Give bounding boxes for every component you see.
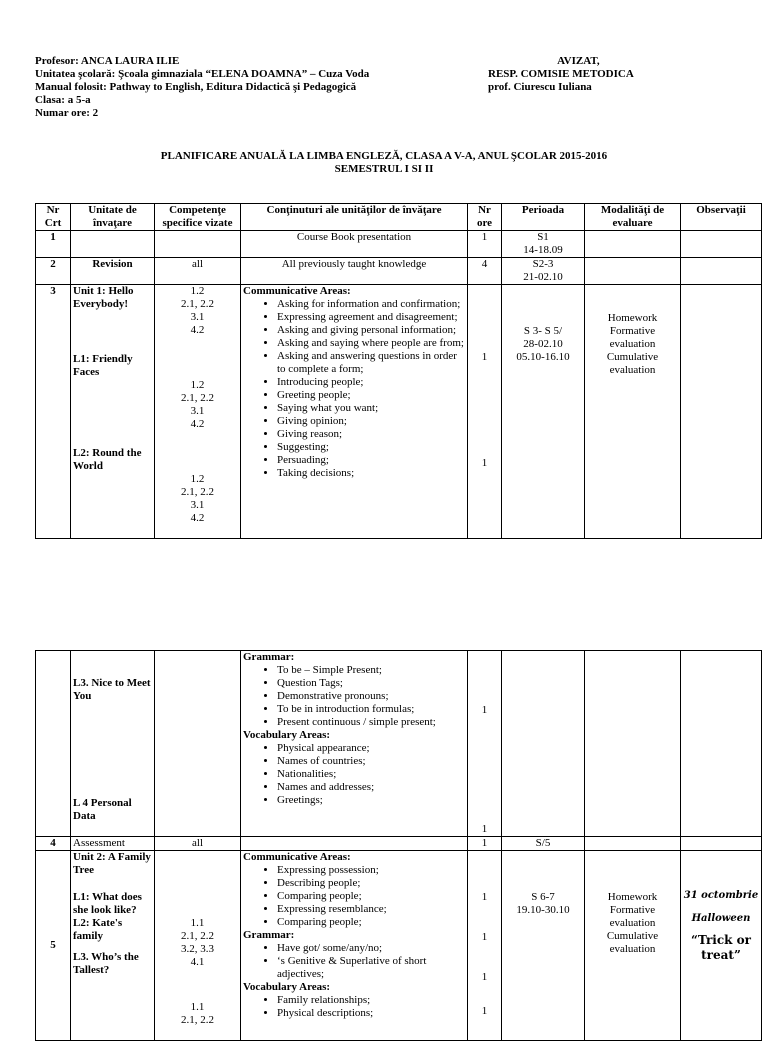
content-cell: All previously taught knowledge (241, 258, 468, 285)
competence: 3.1 (190, 405, 205, 417)
evaluation-line: Cumulative (606, 351, 659, 363)
list-item: • Introducing people; (277, 376, 465, 389)
competence: 1.1 (190, 1001, 205, 1013)
list-item: • Greetings; (277, 794, 465, 807)
evaluation-line: evaluation (609, 943, 656, 955)
evaluation-line: Homework (607, 891, 658, 903)
unit-cell (71, 651, 155, 837)
competence: 2.1, 2.2 (181, 930, 214, 942)
list-item: • Giving opinion; (277, 415, 465, 428)
hours-value: 1 (481, 457, 488, 469)
list-item: • Giving reason; (277, 428, 465, 441)
competence: 1.1 (190, 917, 205, 929)
list-item: • Comparing people; (277, 890, 465, 903)
list-item: • Expressing agreement and disagreement; (277, 311, 465, 324)
list-item: • Greeting people; (277, 389, 465, 402)
content-cell (241, 285, 468, 539)
period-cell (502, 231, 585, 258)
hours-value: 1 (481, 931, 488, 943)
period-cell (502, 258, 585, 285)
section-heading: Communicative Areas: (243, 285, 351, 297)
col-header: Nr Crt (36, 204, 71, 231)
col-header: Perioada (502, 204, 585, 231)
lesson-title: L3. Nice to Meet You (73, 677, 151, 702)
section-heading: Communicative Areas: (243, 851, 351, 863)
title-line-2: SEMESTRUL I SI II (334, 163, 434, 175)
row-number: 3 (36, 285, 71, 539)
table-row (36, 231, 762, 258)
competence: 1.2 (190, 473, 205, 485)
evaluation-cell (585, 851, 681, 1041)
section-heading: Grammar: (243, 929, 295, 941)
hours-value: 1 (481, 351, 488, 363)
hours-cell (468, 285, 502, 539)
lesson-title: L2: Round the World (73, 447, 142, 472)
vocabulary-list (243, 742, 465, 807)
holiday-phrase: “Trick or treat” (691, 933, 751, 962)
hours-cell (468, 851, 502, 1041)
vocabulary-list (243, 994, 465, 1020)
evaluation-line: evaluation (609, 338, 656, 350)
evaluation-cell (585, 285, 681, 539)
list-item: • To be – Simple Present; (277, 664, 465, 677)
col-header: Modalităţi de evaluare (585, 204, 681, 231)
period-line: S 6-7 (531, 891, 555, 903)
list-item: • Suggesting; (277, 441, 465, 454)
list-item: • Question Tags; (277, 677, 465, 690)
communicative-list (243, 298, 465, 480)
lesson-title: L1: What does she look like? (73, 891, 142, 916)
list-item: • ‘s Genitive & Superlative of short adjectives; (277, 955, 465, 981)
period-line: S1 (537, 231, 549, 243)
holiday-name: Halloween (691, 913, 751, 924)
competence: 4.2 (190, 418, 205, 430)
list-item: • Describing people; (277, 877, 465, 890)
header-right (488, 55, 634, 94)
list-item: • Comparing people; (277, 916, 465, 929)
competence: 3.2, 3.3 (181, 943, 214, 955)
period-cell (502, 651, 585, 837)
evaluation-line: evaluation (609, 364, 656, 376)
row-number (36, 651, 71, 837)
hours-value: 1 (481, 823, 488, 835)
approved-line: AVIZAT, (557, 55, 600, 67)
table-header-row (36, 204, 762, 231)
evaluation-line: Cumulative (606, 930, 659, 942)
col-header: Unitate de învaţare (71, 204, 155, 231)
section-heading: Vocabulary Areas: (243, 729, 331, 741)
hours-cell: 1 (468, 231, 502, 258)
school-line: Unitatea şcolară: Şcoala gimnaziala “ELENA DOAMNA” – Cuza Voda (35, 68, 370, 80)
list-item: • Physical appearance; (277, 742, 465, 755)
page-title (0, 150, 768, 176)
observations-cell (681, 851, 762, 1041)
list-item: • Asking and saying where people are from; (277, 337, 465, 350)
competence: 4.1 (190, 956, 205, 968)
competence: 3.1 (190, 499, 205, 511)
competence-cell (155, 285, 241, 539)
competence: 4.2 (190, 512, 205, 524)
head-teacher-line: prof. Ciurescu Iuliana (488, 81, 592, 93)
competence-cell (155, 651, 241, 837)
table-row (36, 851, 762, 1041)
list-item: • Asking and giving personal information; (277, 324, 465, 337)
grammar-list (243, 942, 465, 981)
list-item: • Taking decisions; (277, 467, 465, 480)
unit-cell (71, 285, 155, 539)
evaluation-line: Formative (609, 325, 656, 337)
competence: 4.2 (190, 324, 205, 336)
class-line: Clasa: a 5-a (35, 94, 91, 106)
competence: 2.1, 2.2 (181, 486, 214, 498)
lesson-title: L2: Kate's family (73, 917, 123, 942)
evaluation-cell (585, 651, 681, 837)
list-item: • Asking for information and confirmation; (277, 298, 465, 311)
period-cell (502, 285, 585, 539)
lesson-title: L3. Who’s the Tallest? (73, 951, 139, 976)
list-item: • To be in introduction formulas; (277, 703, 465, 716)
evaluation-line: Formative (609, 904, 656, 916)
competence-cell (155, 851, 241, 1041)
period-cell (502, 851, 585, 1041)
hours-value: 1 (481, 704, 488, 716)
list-item: • Names and addresses; (277, 781, 465, 794)
unit-title: Unit 1: Hello Everybody! (73, 285, 134, 310)
list-item: • Saying what you want; (277, 402, 465, 415)
content-cell (241, 651, 468, 837)
period-line: 05.10-16.10 (516, 351, 570, 363)
content-cell (241, 837, 468, 851)
period-line: 21-02.10 (523, 271, 563, 283)
table-row (36, 258, 762, 285)
observations-cell (681, 258, 762, 285)
content-cell (241, 851, 468, 1041)
observations-cell (681, 285, 762, 539)
period-line: 14-18.09 (523, 244, 563, 256)
unit-cell: Assessment (71, 837, 155, 851)
hours-cell: 1 (468, 837, 502, 851)
competence: 1.2 (190, 285, 205, 297)
list-item: • Family relationships; (277, 994, 465, 1007)
hours-value: 1 (481, 891, 488, 903)
planning-table-page-1 (35, 203, 762, 539)
col-header: Nr ore (468, 204, 502, 231)
row-number: 1 (36, 231, 71, 258)
teacher-line: Profesor: ANCA LAURA ILIE (35, 55, 180, 67)
evaluation-line: evaluation (609, 917, 656, 929)
evaluation-line: Homework (607, 312, 658, 324)
section-heading: Grammar: (243, 651, 295, 663)
header-left (35, 55, 369, 120)
list-item: • Persuading; (277, 454, 465, 467)
holiday-date: 31 octombrie (683, 890, 759, 901)
col-header: Competenţe specifice vizate (155, 204, 241, 231)
manual-line: Manual folosit: Pathway to English, Editura Didactică şi Pedagogică (35, 81, 357, 93)
competence-cell: all (155, 258, 241, 285)
evaluation-cell (585, 837, 681, 851)
hours-cell: 4 (468, 258, 502, 285)
list-item: • Expressing resemblance; (277, 903, 465, 916)
period-line: 28-02.10 (523, 338, 563, 350)
unit-cell: Revision (71, 258, 155, 285)
communicative-list (243, 864, 465, 929)
competence: 1.2 (190, 379, 205, 391)
hours-line: Numar ore: 2 (35, 107, 99, 119)
table-row (36, 837, 762, 851)
unit-title: Unit 2: A Family Tree (73, 851, 151, 876)
title-line-1: PLANIFICARE ANUALĂ LA LIMBA ENGLEZĂ, CLASA A V-A, ANUL ŞCOLAR 2015-2016 (160, 150, 608, 162)
planning-table-page-2 (35, 650, 762, 1041)
hours-value: 1 (481, 971, 488, 983)
hours-value: 1 (481, 1005, 488, 1017)
grammar-list (243, 664, 465, 729)
competence: 2.1, 2.2 (181, 392, 214, 404)
content-cell: Course Book presentation (241, 231, 468, 258)
period-line: S 3- S 5/ (523, 325, 563, 337)
list-item: • Nationalities; (277, 768, 465, 781)
list-item: • Demonstrative pronouns; (277, 690, 465, 703)
row-number: 2 (36, 258, 71, 285)
list-item: • Asking and answering questions in order to complete a form; (277, 350, 465, 376)
period-cell: S/5 (502, 837, 585, 851)
list-item: • Present continuous / simple present; (277, 716, 465, 729)
list-item: • Names of countries; (277, 755, 465, 768)
observations-cell (681, 231, 762, 258)
evaluation-cell (585, 231, 681, 258)
lesson-title: L 4 Personal Data (73, 797, 132, 822)
commission-line: RESP. COMISIE METODICA (488, 68, 634, 80)
observations-cell (681, 837, 762, 851)
competence: 2.1, 2.2 (181, 298, 214, 310)
section-heading: Vocabulary Areas: (243, 981, 331, 993)
table-row (36, 285, 762, 539)
hours-cell (468, 651, 502, 837)
competence: 2.1, 2.2 (181, 1014, 214, 1026)
unit-cell (71, 851, 155, 1041)
competence-cell: all (155, 837, 241, 851)
row-number: 5 (36, 851, 71, 1041)
period-line: S2-3 (532, 258, 554, 270)
list-item: • Physical descriptions; (277, 1007, 465, 1020)
col-header: Conţinuturi ale unităţilor de învăţare (241, 204, 468, 231)
col-header: Observaţii (681, 204, 762, 231)
observations-cell (681, 651, 762, 837)
table-row (36, 651, 762, 837)
list-item: • Expressing possession; (277, 864, 465, 877)
unit-cell (71, 231, 155, 258)
lesson-title: L1: Friendly Faces (73, 353, 133, 378)
row-number: 4 (36, 837, 71, 851)
competence: 3.1 (190, 311, 205, 323)
period-line: 19.10-30.10 (516, 904, 570, 916)
competence-cell (155, 231, 241, 258)
evaluation-cell (585, 258, 681, 285)
list-item: • Have got/ some/any/no; (277, 942, 465, 955)
